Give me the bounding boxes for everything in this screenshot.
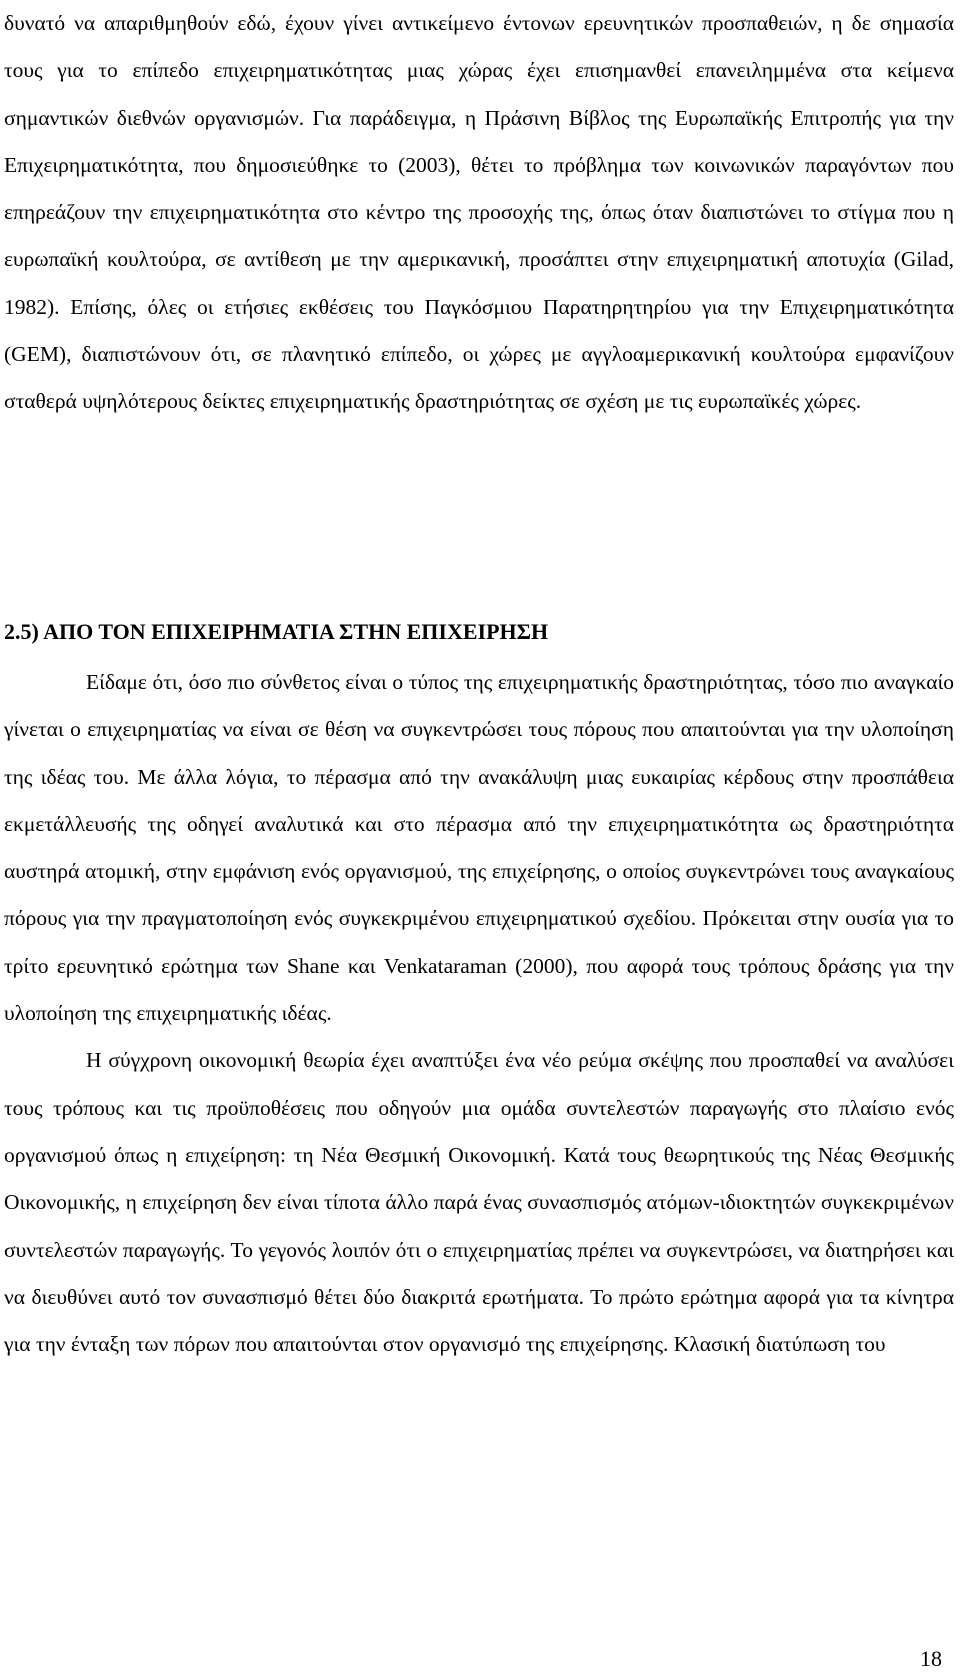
body-paragraph-1: Είδαμε ότι, όσο πιο σύνθετος είναι ο τύπος της επιχειρηματικής δραστηριότητας, τόσο πιο αναγκαίο γίνεται ο επιχειρηματίας να είναι σε θέση να συγκεντρώσει τους πόρους που απαιτούνται για την υλοποίηση της ιδέας του. Με άλλα λόγια, το πέρασμα από την ανακάλυψη μιας ευκαιρίας κέρδους στην προσπάθεια εκμετάλλευσής της οδηγεί αναλυτικά και στο πέρασμα από την επιχειρηματικότητα ως δραστηριότητα αυστηρά ατομική, στην εμφάνιση ενός οργανισμού, της επιχείρησης, ο οποίος συγκεντρώνει τους αναγκαίους πόρους για την πραγματοποίηση ενός συγκεκριμένου επιχειρηματικού σχεδίου. Πρόκειται στην ουσία για το τρίτο ερευνητικό ερώτημα των Shane και Venkataraman (2000), που αφορά τους τρόπους δράσης για την υλοποίηση της επιχειρηματικής ιδέας. (4, 670, 954, 1026)
intro-paragraph-block (4, 0, 954, 426)
section-heading: 2.5) ΑΠΟ ΤΟΝ ΕΠΙΧΕΙΡΗΜΑΤΙΑ ΣΤΗΝ ΕΠΙΧΕΙΡΗΣΗ (4, 619, 549, 644)
body-paragraph-2: Η σύγχρονη οικονομική θεωρία έχει αναπτύξει ένα νέο ρεύμα σκέψης που προσπαθεί να αναλύσει τους τρόπους και τις προϋποθέσεις που οδηγούν μια ομάδα συντελεστών παραγωγής στο πλαίσιο ενός οργανισμού όπως η επιχείρηση: τη Νέα Θεσμική Οικονομική. Κατά τους θεωρητικούς της Νέας Θεσμικής Οικονομικής, η επιχείρηση δεν είναι τίποτα άλλο παρά ένας συνασπισμός ατόμων-ιδιοκτητών συγκεκριμένων συντελεστών παραγωγής. Το γεγονός λοιπόν ότι ο επιχειρηματίας πρέπει να συγκεντρώσει, να διατηρήσει και να διευθύνει αυτό τον συνασπισμό θέτει δύο διακριτά ερωτήματα. Το πρώτο ερώτημα αφορά για τα κίνητρα για την ένταξη των πόρων που απαιτούνται στον οργανισμό της επιχείρησης. Κλασική διατύπωση του (4, 1048, 954, 1357)
intro-paragraph: δυνατό να απαριθμηθούν εδώ, έχουν γίνει αντικείμενο έντονων ερευνητικών προσπαθειών, η δε σημασία τους για το επίπεδο επιχειρηματικότητας μιας χώρας έχει επισημανθεί επανειλημμένα στα κείμενα σημαντικών διεθνών οργανισμών. Για παράδειγμα, η Πράσινη Βίβλος της Ευρωπαϊκής Επιτροπής για την Επιχειρηματικότητα, που δημοσιεύθηκε το (2003), θέτει το πρόβλημα των κοινωνικών παραγόντων που επηρεάζουν την επιχειρηματικότητα στο κέντρο της προσοχής της, όπως όταν διαπιστώνει το στίγμα που η ευρωπαϊκή κουλτούρα, σε αντίθεση με την αμερικανική, προσάπτει στην επιχειρηματική αποτυχία (Gilad, 1982). Επίσης, όλες οι ετήσιες εκθέσεις του Παγκόσμιου Παρατηρητηρίου για την Επιχειρηματικότητα (GEM), διαπιστώνουν ότι, σε πλανητικό επίπεδο, οι χώρες με αγγλοαμερικανική κουλτούρα εμφανίζουν σταθερά υψηλότερους δείκτες επιχειρηματικής δραστηριότητας σε σχέση με τις ευρωπαϊκές χώρες. (4, 11, 954, 414)
page-number: 18 (920, 1646, 942, 1671)
section-body (4, 659, 954, 1368)
